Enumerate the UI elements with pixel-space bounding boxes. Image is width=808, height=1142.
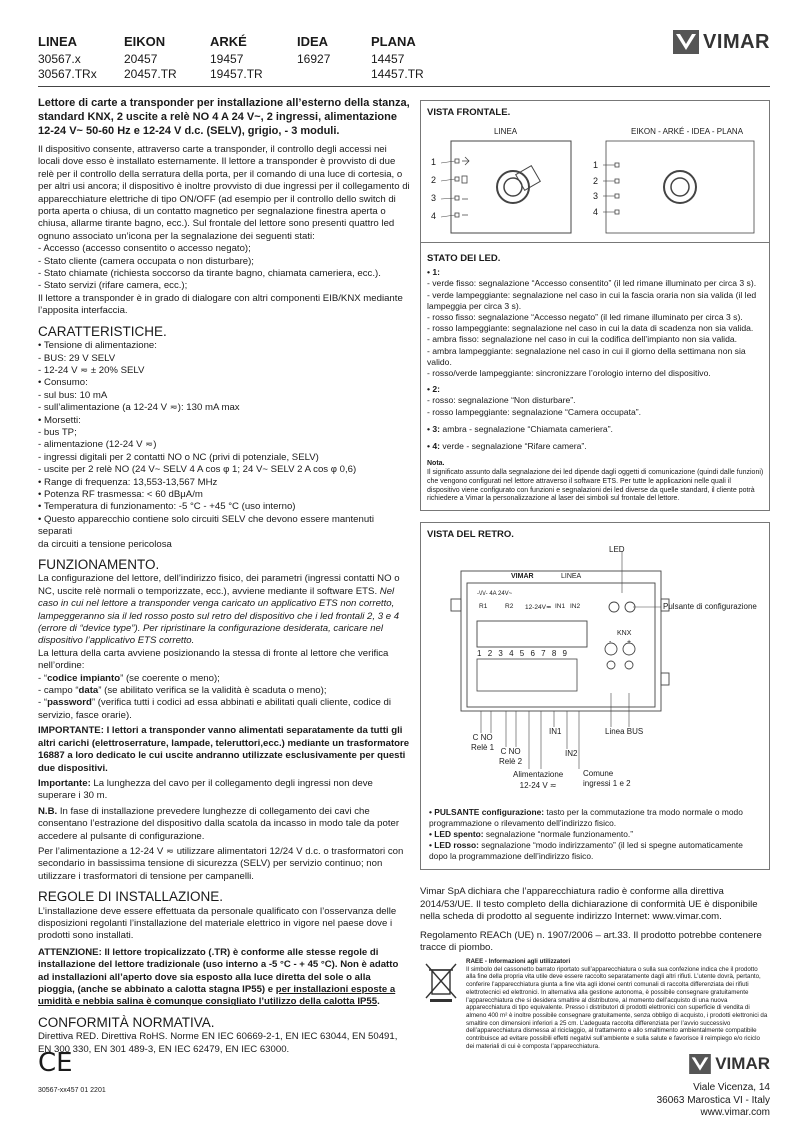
label-plus: + (627, 639, 632, 646)
fun-paragraph (38, 573, 410, 647)
label-rele2 (499, 747, 522, 767)
regole-text: L’installazione deve essere effettuata da personale qualificato con l’osservanza delle disposizioni regolanti l’installazione del materiale elettrico in vigore nel paese dove i prodotti sono installati. (38, 905, 397, 942)
nota-text: Il significato assunto dalla segnalazione dei led dipende dagli oggetti di comunicazione (quindi dalle funzioni) che vengono configurati nel lettore attraverso il software ETS. Per tutte le applicazioni nelle quali il dispositivo viene configurato con funzioni e segnalazioni dei led diverse da quelle standard, il cliente potrà richiedere a Vimar la personalizzazione al laser dei simboli sul frontale del lettore. (427, 469, 764, 503)
txt-bold: Importante: (38, 777, 91, 789)
important-cable (38, 778, 410, 803)
led-item: - ambra fisso: segnalazione nel caso in cui la codifica dell’impianto non sia valida. (427, 334, 738, 345)
led-item: - ambra lampeggiante: segnalazione nel caso in cui il giorno della settimana non sia valido. (427, 345, 746, 367)
nb-note (38, 806, 410, 843)
txt-bold: password (47, 697, 92, 709)
label-linea-back: LINEA (561, 573, 582, 580)
txt: C NO (472, 733, 493, 742)
led-status-title: STATO DEI LED. (427, 253, 501, 264)
txt: segnalazione “modo indirizzamento” (il led si spegne automaticamente dopo la programmazione dell’indirizzo fisico. (429, 840, 743, 861)
label-in2: IN2 (565, 749, 578, 758)
label-in1: IN1 (549, 727, 562, 736)
led-group-2-head: • 2: (427, 384, 441, 395)
back-view-box (420, 522, 770, 870)
txt: verde - segnalazione “Rifare camera”. (440, 441, 587, 452)
led-status-content (427, 253, 765, 504)
txt: - “ (38, 697, 48, 709)
led-group-4 (427, 441, 765, 452)
intro-item: - Accesso (accesso consentito o accesso negato); (38, 243, 251, 255)
raee-text-block (466, 958, 768, 1050)
weee-bin-icon (424, 962, 458, 1002)
front-view-box (420, 100, 770, 243)
txt: ” (se coerente o meno); (120, 672, 220, 684)
label-eikon: EIKON - ARKÉ - IDEA - PLANA (631, 127, 744, 136)
intro-item: - Stato servizi (rifare camera, ecc.); (38, 280, 188, 292)
footer-brand-name: VIMAR (715, 1054, 770, 1073)
spec-item: • Morsetti: (38, 414, 81, 426)
front-view-drawing (421, 101, 771, 244)
label-minus: - (609, 639, 612, 646)
terminal-number: 7 (541, 649, 546, 658)
spec-item: • Range di frequenza: 13,553-13,567 MHz (38, 476, 218, 488)
label-r1: R1 (479, 603, 488, 610)
led-number-1: 1 (431, 157, 437, 167)
led-status-box (420, 243, 770, 511)
label-led: LED (609, 545, 625, 554)
left-column (38, 96, 410, 1056)
txt: . (377, 996, 380, 1008)
header-divider (38, 86, 770, 87)
txt: 12-24 V ≂ (519, 781, 557, 790)
series-code: 30567.x (38, 52, 81, 66)
label-v1224: 12-24V≂ (525, 604, 552, 611)
led-item: - verde fisso: segnalazione “Accesso consentito” (il led rimane illuminato per circa 3 s). (427, 278, 757, 289)
terminal-number: 8 (551, 649, 557, 658)
txt: ambra - segnalazione “Chiamata cameriera”. (440, 423, 613, 434)
brand-name: VIMAR (703, 30, 770, 53)
spec-item: - BUS: 29 V SELV (38, 352, 116, 364)
back-note (429, 840, 759, 862)
txt-bold: data (78, 685, 99, 697)
section-title-caratteristiche: CARATTERISTICHE. (38, 323, 167, 339)
txt: La lunghezza del cavo per il collegamento degli ingressi non deve superare i 30 m. (38, 777, 373, 802)
led-item: - rosso lampeggiante: segnalazione “Camera occupata”. (427, 406, 642, 417)
spec-item: - ingressi digitali per 2 contatti NO o NC (privi di potenziale, SELV) (38, 451, 319, 463)
led-group-3 (427, 424, 765, 435)
txt: ATTENZIONE: Il lettore tropicalizzato (.TR) è conforme alle stesse regole di installazione del lettore tradizionale (uso interno a -5 °C - + 45 °C). Non è adatto ad installazioni all’aperto dove sia esposto alla luce diretta del sole o alla pioggia, (anche se abbinato a calotta stagna IP55) e (38, 946, 399, 995)
spec-item: - uscite per 2 relè NO (24 V~ SELV 4 A cos φ 1; 24 V~ SELV 2 A cos φ 0,6) (38, 464, 357, 476)
txt-bold: • LED rosso: (429, 840, 479, 850)
fun-list-item (38, 673, 410, 685)
txt-bold: N.B. (38, 805, 58, 817)
txt: C NO (500, 747, 521, 756)
label-pulsante: Pulsante di configurazione (663, 602, 757, 611)
terminal-number: 9 (562, 649, 567, 658)
led-number-4: 4 (431, 211, 437, 221)
led-item: lampeggia per circa 3 s). (427, 300, 522, 311)
fun-text: La configurazione del lettore, dell’indirizzo fisico, dei parametri (ingressi contatti NO o NC, uscite relè normali o temporizzate, ecc.), avviene mediante il software ETS. (38, 573, 400, 597)
series-code: 16927 (297, 52, 331, 66)
spec-item: • Questo apparecchio contiene solo circuiti SELV che devono essere mantenuti separati (38, 513, 374, 538)
txt: Relè 1 (471, 743, 495, 752)
led-item: - rosso/verde lampeggiante: sincronizzare l’orologio interno del dispositivo. (427, 368, 711, 379)
raee-title: RAEE - Informazioni agli utilizzatori (466, 958, 571, 965)
fun-list-item (38, 685, 410, 697)
attenzione-note (38, 947, 410, 1009)
spec-item: da circuiti a tensione pericolosa (38, 538, 172, 550)
label-rele1 (471, 733, 494, 753)
led-item: - rosso fisso: segnalazione “Accesso negato” (il led rimane illuminato per circa 3 s). (427, 312, 743, 323)
led-item: - rosso: segnalazione “Non disturbare”. (427, 395, 576, 406)
txt-bold: • PULSANTE configurazione: (429, 807, 545, 817)
led-item: - verde lampeggiante: segnalazione nel caso in cui la fascia oraria non sia valida (il led (427, 289, 757, 300)
terminal-number: 6 (530, 649, 535, 658)
address-line: 36063 Marostica VI - Italy (656, 1094, 770, 1106)
series-col-idea (297, 34, 330, 67)
series-code: 20457.TR (124, 67, 177, 81)
txt: In fase di installazione prevedere lunghezze di collegamento dei cavi che consentano l’estrazione del dispositivo dalla scatola da incasso in modo tale da poter accedere al pulsante di configurazione. (38, 805, 400, 842)
label-linea-bus: Linea BUS (605, 727, 644, 736)
spec-item: - sul bus: 10 mA (38, 389, 108, 401)
spec-item: - alimentazione (12-24 V ≂) (38, 439, 157, 451)
led-number-2: 2 (431, 175, 437, 185)
fun-text-italic: Nel caso in cui nel lettore a transponder venga caricato un applicativo ETS non corretto, lampeggeranno sia il led rosso posto sul retro del dispositivo che i led frontali 2, 3 e 4 (errore di “device type”). Per ripristinare la configurazione desiderata, caricare nel dispositivo l’applicativo ETS corretto. (38, 585, 400, 647)
txt: - campo “ (38, 685, 79, 697)
back-note (429, 829, 759, 840)
spec-item: - bus TP; (38, 426, 77, 438)
caratteristiche-list (38, 340, 410, 551)
terminal-number: 4 (509, 649, 514, 658)
ce-mark: CE (38, 1048, 73, 1078)
fun-text: La lettura della carta avviene posizionando la stessa di fronte al lettore che verifica nell’ordine: (38, 647, 389, 672)
terminal-number: 2 (487, 649, 493, 658)
section-title-funzionamento: FUNZIONAMENTO. (38, 557, 160, 572)
declaration-text: Vimar SpA dichiara che l’apparecchiatura radio è conforme alla direttiva 2014/53/UE. Il testo completo della dichiarazione di conformità UE è disponibile nella scheda di prodotto al seguente indirizzo Internet: www.vimar.com. (420, 886, 758, 923)
led-item: - rosso lampeggiante: segnalazione nel caso in cui la data di scadenza non sia valida. (427, 323, 754, 334)
address-line: Viale Vicenza, 14 (693, 1082, 770, 1093)
label-comune (583, 769, 631, 789)
intro-item: - Stato chiamate (richiesta soccorso da tirante bagno, chiamata cameriera, ecc.). (38, 268, 381, 280)
label-knx: KNX (617, 630, 632, 637)
section-title-conformita: CONFORMITÀ NORMATIVA. (38, 1014, 215, 1030)
label-alimentazione (513, 769, 563, 791)
nota-head: Nota. (427, 460, 445, 468)
vimar-logo-icon (689, 1054, 711, 1074)
series-name: EIKON (124, 34, 166, 49)
series-col-eikon (124, 34, 177, 82)
intro-item: - Stato cliente (camera occupata o non disturbare); (38, 255, 254, 267)
label-r2: R2 (505, 603, 514, 610)
front-view-title: VISTA FRONTALE. (427, 107, 511, 118)
intro-text: Il dispositivo consente, attraverso carte a transponder, il controllo degli accessi nei locali dove esso è installato esternamente. Il lettore a transponder è provvisto di due relè per il controllo della serratura della porta, per il comando di una luce di cortesia, o per altri usi ancora; il dispositivo è inoltre provvisto di due ingressi per il collegamento di apparecchiature elettriche di tipo ON/OFF (ad esempio per il controllo dello switch di porta aperta o chiusa, di un contatto magnetico per segnalazione finestra aperta o chiusa, allarme tirante bagno, ecc.). Sul frontale del lettore sono presenti quattro led ognuno associato un’icona per la segnalazione dei seguenti stati: (38, 144, 410, 242)
led-number-4: 4 (593, 207, 599, 217)
address-block (657, 1082, 770, 1120)
conformita-text: Direttiva RED. Direttiva RoHS. Norme EN IEC 60669-2-1, EN IEC 63044, EN 50491, EN 300 330, EN 301 489-3, EN IEC 62479, EN IEC 63000. (38, 1031, 398, 1055)
txt: segnalazione “normale funzionamento.” (483, 829, 634, 839)
terminal-number: 3 (498, 649, 503, 658)
series-col-linea (38, 34, 97, 82)
label-rating: -\/\/- 4A 24V~ (477, 591, 513, 597)
series-code: 14457.TR (371, 67, 424, 81)
txt: ingressi 1 e 2 (583, 779, 631, 788)
back-notes (429, 807, 759, 862)
led-number-3: 3 (593, 191, 599, 201)
series-name: LINEA (38, 34, 77, 49)
series-name: IDEA (297, 34, 329, 49)
txt-bold: • 3: (427, 423, 441, 434)
txt-underline: per installazioni esposte a umidità e nebbia salina è comunque consigliato l’utilizzo della calotta IP55 (38, 984, 396, 1008)
spec-item: - 12-24 V ≂ ± 20% SELV (38, 364, 145, 376)
spec-item: • Temperatura di funzionamento: -5 °C - +45 °C (uso interno) (38, 501, 296, 513)
txt: tasto per la commutazione tra modo normale o modo programmazione o rilevamento dell’indirizzo fisico. (429, 807, 743, 828)
series-name: PLANA (371, 34, 416, 49)
series-code: 20457 (124, 52, 158, 66)
reach-text: Regolamento REACh (UE) n. 1907/2006 – art.33. Il prodotto potrebbe contenere tracce di piombo. (420, 929, 762, 954)
txt: Relè 2 (499, 757, 523, 766)
address-line: www.vimar.com (700, 1107, 770, 1118)
section-title-regole: REGOLE DI INSTALLAZIONE. (38, 889, 224, 905)
led-group-1-head: • 1: (427, 267, 441, 278)
label-in1-top: IN1 (555, 603, 566, 610)
series-name: ARKÉ (210, 34, 247, 49)
terminal-number: 1 (477, 649, 482, 658)
fun-list-item (38, 697, 410, 722)
series-code: 30567.TRx (38, 67, 97, 81)
spec-item: • Tensione di alimentazione: (38, 340, 157, 352)
txt: - “ (38, 672, 48, 684)
spec-item: • Potenza RF trasmessa: < 60 dBμA/m (38, 488, 203, 500)
alim-note: Per l’alimentazione a 12-24 V ≂ utilizzare alimentatori 12/24 V d.c. o trasformatori con secondario in bassissima tensione di sicurezza (SELV) per servizio continuo; non utilizzare i trasformatori di tensione per campanelli. (38, 845, 404, 882)
txt: ” (verifica tutti i codici ad essa abbinati e abilitati quali cliente, codice di servizio, fasce orarie). (38, 697, 392, 721)
series-col-plana (371, 34, 424, 82)
txt: Comune (583, 769, 614, 778)
label-vimar: VIMAR (511, 573, 534, 580)
raee-text: Il simbolo del cassonetto barrato riportato sull’apparecchiatura o sulla sua confezione indica che il prodotto alla fine della propria vita utile deve essere raccolto separatamente dagli altri rifiuti. L’utente dovrà, pertanto, conferire l’apparecchiatura giunta a fine vita agli idonei centri comunali di raccolta differenziata dei rifiuti elettrotecnici ed elettronici. In alternativa alla gestione autonoma, è possibile consegnare gratuitamente l’apparecchiatura che si desidera smaltire al distributore, al momento dell’acquisto di una nuova apparecchiatura di tipo equivalente. Presso i distributori di prodotti elettronici con superficie di vendita di almeno 400 m² è inoltre possibile consegnare gratuitamente, senza obbligo di acquisto, i prodotti elettronici da smaltire con dimensioni inferiori a 25 cm. L’adeguata raccolta differenziata per l’avvio successivo dell’apparecchiatura dismessa al riciclaggio, al trattamento e allo smaltimento ambientalmente compatibile contribuisce ad evitare possibili effetti negativi sull’ambiente e sulla salute e favorisce il reimpiego e/o riciclo dei materiali di cui è composta l’apparecchiatura. (466, 965, 768, 1050)
important-note: IMPORTANTE: I lettori a transponder vanno alimentati separatamente da tutti gli altri carichi (elettroserrature, lampade, teleruttori,ecc.) mediante un trasformatore 16887 a loro dedicato le cui uscite andranno utilizzate esclusivamente per questi due dispositivi. (38, 725, 410, 774)
terminal-number: 5 (519, 649, 525, 658)
txt-bold: • LED spento: (429, 829, 484, 839)
spec-item: • Consumo: (38, 377, 88, 389)
vimar-logo-icon (673, 30, 699, 54)
product-lead: Lettore di carte a transponder per installazione all’esterno della stanza, standard KNX, 2 uscite a relè NO 4 A 24 V~, 2 ingressi, alimentazione 12-24 V~ 50-60 Hz e 12-24 V d.c. (SELV), grigio, - 3 moduli. (38, 97, 410, 137)
label-linea: LINEA (494, 127, 518, 136)
intro-item: Il lettore a transponder è in grado di dialogare con altri componenti EIB/KNX mediante l’apposita interfaccia. (38, 292, 403, 317)
brand-logo (673, 30, 770, 54)
label-in2-top: IN2 (570, 603, 581, 610)
footer-brand (689, 1054, 770, 1074)
led-number-1: 1 (593, 160, 599, 170)
txt: Alimentazione (513, 770, 564, 779)
spec-item: - sull’alimentazione (a 12-24 V ≂): 130 mA max (38, 402, 240, 414)
back-view-title: VISTA DEL RETRO. (427, 529, 514, 540)
series-code: 19457.TR (210, 67, 263, 81)
terminal-numbers (477, 649, 567, 658)
led-number-2: 2 (593, 176, 599, 186)
txt-bold: codice impianto (47, 672, 121, 684)
declaration (420, 886, 770, 955)
series-col-arke (210, 34, 263, 82)
led-number-3: 3 (431, 193, 437, 203)
back-note (429, 807, 759, 829)
series-code: 14457 (371, 52, 405, 66)
series-code: 19457 (210, 52, 244, 66)
document-code: 30567-xx457 01 2201 (38, 1087, 106, 1094)
txt: ” (se abilitato verifica se la validità è scaduta o meno); (98, 685, 327, 697)
txt-bold: • 4: (427, 441, 441, 452)
